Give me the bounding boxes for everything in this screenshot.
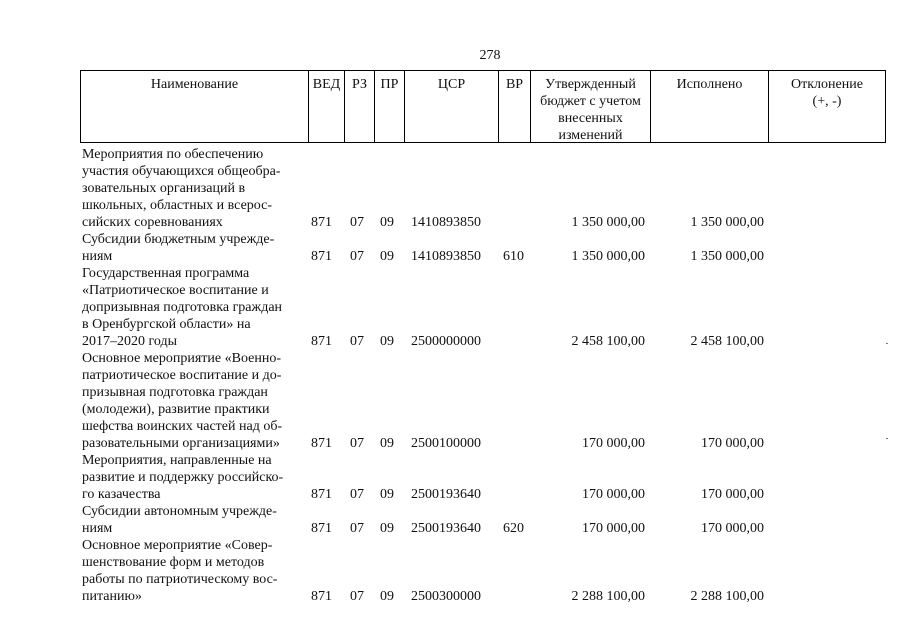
row-rz: 07 [350,487,364,502]
row-executed: 170 000,00 [701,487,764,502]
row-budget: 1 350 000,00 [571,215,645,230]
header-budget-line: внесенных [558,111,623,126]
row-name-line: го казачества [82,487,161,502]
row-name-line: Основное мероприятие «Совер- [82,538,273,553]
row-executed: 2 288 100,00 [690,589,764,604]
row-name-line: 2017–2020 годы [82,334,178,349]
row-ved: 871 [311,436,332,451]
row-rz: 07 [350,521,364,536]
header-executed: Исполнено [651,71,769,142]
row-name-line: Мероприятия, направленные на [82,453,272,468]
row-rz: 07 [350,249,364,264]
row-name-line: ниям [82,521,113,536]
table-row [0,350,905,452]
row-name [82,350,312,452]
row-pr: 09 [380,589,394,604]
row-name-line: шенствование форм и методов [82,555,265,570]
row-csr: 1410893850 [411,249,481,264]
row-name [82,503,312,537]
header-rz: РЗ [345,71,375,142]
table-row [0,231,905,265]
row-name-line: «Патриотическое воспитание и [82,283,269,298]
row-rz: 07 [350,589,364,604]
row-name-line: Основное мероприятие «Военно- [82,351,281,366]
row-ved: 871 [311,249,332,264]
row-vr: 610 [503,249,524,264]
row-vr: 620 [503,521,524,536]
row-name-line: сийских соревнованиях [82,215,223,230]
header-budget-line: изменений [558,128,623,143]
table-row [0,537,905,605]
row-csr: 2500000000 [411,334,481,349]
row-pr: 09 [380,436,394,451]
row-name-line: участия обучающихся общеобра- [82,164,281,179]
row-name-line: развитие и поддержку российско- [82,470,284,485]
row-name-line: допризывная подготовка граждан [82,300,283,315]
row-budget: 170 000,00 [582,487,645,502]
row-rz: 07 [350,334,364,349]
table-header [80,70,886,143]
header-csr: ЦСР [405,71,499,142]
scan-mark [886,343,888,344]
row-name-line: ниям [82,249,113,264]
row-budget: 2 458 100,00 [571,334,645,349]
row-name-line: Субсидии бюджетным учрежде- [82,232,275,247]
row-executed: 2 458 100,00 [690,334,764,349]
row-csr: 2500193640 [411,487,481,502]
row-name-line: призывная подготовка граждан [82,385,268,400]
table-row [0,265,905,350]
row-name-line: питанию» [82,589,142,604]
row-name-line: (молодежи), развитие практики [82,402,270,417]
row-name-line: Субсидии автономным учрежде- [82,504,277,519]
header-vr: ВР [499,71,531,142]
header-pr: ПР [375,71,405,142]
row-name-line: патриотическое воспитание и до- [82,368,282,383]
row-name-line: Мероприятия по обеспечению [82,147,264,162]
row-ved: 871 [311,215,332,230]
table-row [0,503,905,537]
header-budget [531,71,651,142]
header-name: Наименование [81,71,309,142]
row-executed: 1 350 000,00 [690,249,764,264]
row-name-line: зовательных организаций в [82,181,246,196]
row-name-line: работы по патриотическому вос- [82,572,278,587]
row-csr: 2500300000 [411,589,481,604]
row-name-line: школьных, областных и всерос- [82,198,273,213]
row-executed: 1 350 000,00 [690,215,764,230]
row-pr: 09 [380,215,394,230]
row-ved: 871 [311,487,332,502]
header-ved: ВЕД [309,71,345,142]
row-budget: 170 000,00 [582,436,645,451]
row-budget: 170 000,00 [582,521,645,536]
row-rz: 07 [350,436,364,451]
row-executed: 170 000,00 [701,436,764,451]
row-csr: 2500100000 [411,436,481,451]
row-name [82,265,312,350]
scan-mark [886,438,888,439]
header-budget-line: бюджет с учетом [540,94,641,109]
header-deviation-line: (+, -) [812,94,842,109]
row-budget: 2 288 100,00 [571,589,645,604]
row-ved: 871 [311,589,332,604]
header-deviation-line: Отклонение [791,77,863,92]
row-name-line: в Оренбургской области» на [82,317,251,332]
row-name-line: Государственная программа [82,266,250,281]
page-number: 278 [479,48,501,63]
row-name [82,452,312,503]
row-rz: 07 [350,215,364,230]
row-budget: 1 350 000,00 [571,249,645,264]
row-pr: 09 [380,249,394,264]
table-row [0,146,905,231]
row-pr: 09 [380,334,394,349]
row-name [82,146,312,231]
row-executed: 170 000,00 [701,521,764,536]
row-name [82,537,312,605]
row-pr: 09 [380,487,394,502]
row-name-line: шефства воинских частей над об- [82,419,283,434]
row-csr: 1410893850 [411,215,481,230]
row-name [82,231,312,265]
row-name-line: разовательными организациями» [82,436,280,451]
header-deviation [769,71,885,142]
table-row [0,452,905,503]
row-ved: 871 [311,521,332,536]
row-csr: 2500193640 [411,521,481,536]
row-pr: 09 [380,521,394,536]
header-budget-line: Утвержденный [545,77,636,92]
row-ved: 871 [311,334,332,349]
